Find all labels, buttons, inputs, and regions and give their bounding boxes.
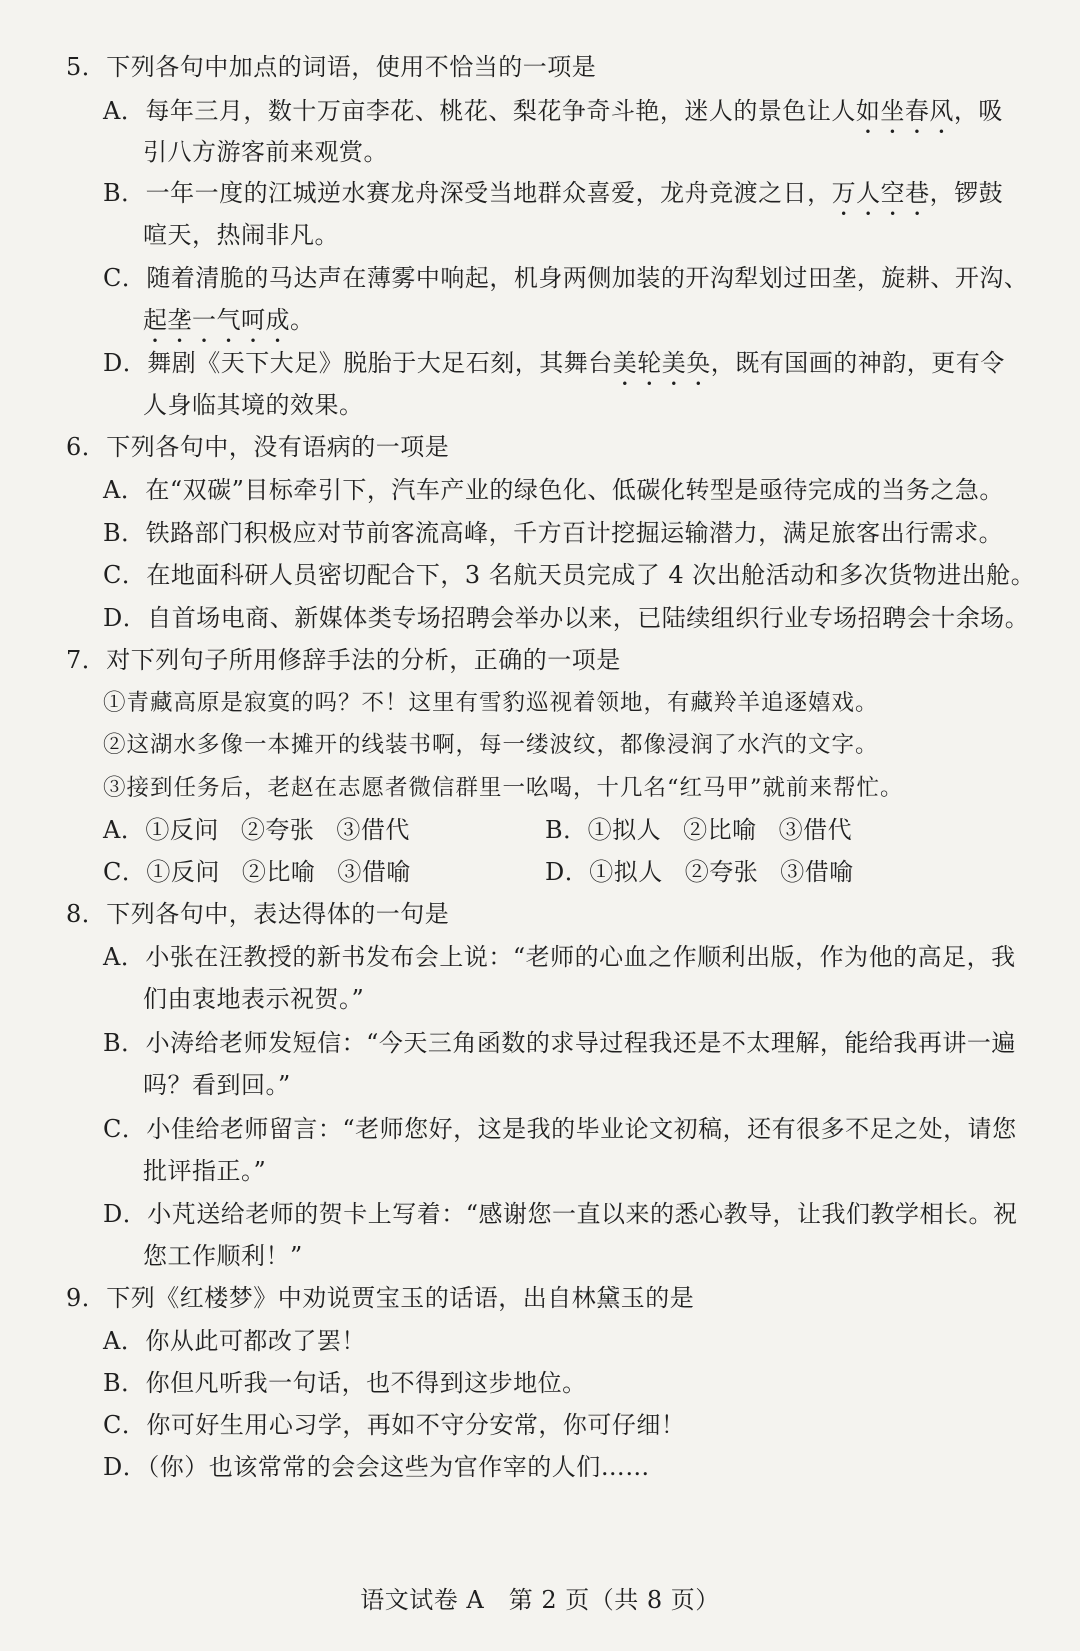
question-8-option-d-cont: 您工作顺利！” bbox=[143, 1242, 303, 1270]
question-7-sentence-2: ②这湖水多像一本摊开的线装书啊，每一缕波纹，都像浸润了水汽的文字。 bbox=[103, 732, 879, 758]
question-9-option-c: C．你可好生用心习学，再如不守分安常，你可仔细！ bbox=[103, 1411, 686, 1439]
question-8-option-d: D．小芃送给老师的贺卡上写着：“感谢您一直以来的悉心教导，让我们教学相长。祝 bbox=[103, 1200, 1018, 1228]
emphasized-phrase: 美轮美奂 bbox=[612, 349, 711, 377]
question-8-option-b-cont: 吗？看到回。” bbox=[143, 1071, 291, 1099]
question-9-stem: 9．下列《红楼梦》中劝说贾宝玉的话语，出自林黛玉的是 bbox=[66, 1284, 695, 1312]
question-5-option-a-cont: 引八方游客前来观赏。 bbox=[143, 138, 388, 166]
question-6-stem: 6．下列各句中，没有语病的一项是 bbox=[66, 433, 450, 461]
question-7-option-b: B．①拟人 ②比喻 ③借代 bbox=[545, 816, 853, 844]
question-9-option-b: B．你但凡听我一句话，也不得到这步地位。 bbox=[103, 1369, 587, 1397]
question-7-sentence-3: ③接到任务后，老赵在志愿者微信群里一吆喝，十几名“红马甲”就前来帮忙。 bbox=[103, 775, 904, 801]
question-5-option-c: C．随着清脆的马达声在薄雾中响起，机身两侧加装的开沟犁划过田垄，旋耕、开沟、 bbox=[103, 264, 1029, 292]
question-7-sentence-1: ①青藏高原是寂寞的吗？不！这里有雪豹巡视着领地，有藏羚羊追逐嬉戏。 bbox=[103, 690, 879, 716]
question-9-option-a: A．你从此可都改了罢！ bbox=[103, 1327, 366, 1355]
emphasized-phrase: 如坐春风 bbox=[855, 97, 954, 125]
question-6-option-b: B．铁路部门积极应对节前客流高峰，千方百计挖掘运输潜力，满足旅客出行需求。 bbox=[103, 519, 1004, 547]
question-6-option-a: A．在“双碳”目标牵引下，汽车产业的绿色化、低碳化转型是亟待完成的当务之急。 bbox=[103, 476, 1004, 504]
page-footer: 语文试卷 A 第 2 页（共 8 页） bbox=[360, 1586, 720, 1614]
question-5-option-c-cont: 起垄一气呵成。 bbox=[143, 306, 315, 334]
question-5-option-b: B．一年一度的江城逆水赛龙舟深受当地群众喜爱，龙舟竞渡之日，万人空巷，锣鼓 bbox=[103, 179, 1004, 207]
question-8-option-b: B．小涛给老师发短信：“今天三角函数的求导过程我还是不太理解，能给我再讲一遍 bbox=[103, 1029, 1016, 1057]
question-6-option-d: D．自首场电商、新媒体类专场招聘会举办以来，已陆续组织行业专场招聘会十余场。 bbox=[103, 604, 1030, 632]
question-8-option-c: C．小佳给老师留言：“老师您好，这是我的毕业论文初稿，还有很多不足之处，请您 bbox=[103, 1115, 1017, 1143]
question-5-option-d-cont: 人身临其境的效果。 bbox=[143, 391, 364, 419]
emphasized-phrase: 万人空巷 bbox=[831, 179, 930, 207]
question-8-option-a-cont: 们由衷地表示祝贺。” bbox=[143, 985, 365, 1013]
question-5-option-d: D．舞剧《天下大足》脱胎于大足石刻，其舞台美轮美奂，既有国画的神韵，更有令 bbox=[103, 349, 1005, 377]
question-7-option-a: A．①反问 ②夸张 ③借代 bbox=[103, 816, 410, 844]
question-7-stem: 7．对下列句子所用修辞手法的分析，正确的一项是 bbox=[66, 646, 621, 674]
question-7-option-c: C．①反问 ②比喻 ③借喻 bbox=[103, 858, 411, 886]
question-8-stem: 8．下列各句中，表达得体的一句是 bbox=[66, 900, 450, 928]
question-9-option-d: D．（你）也该常常的会会这些为官作宰的人们…… bbox=[103, 1453, 650, 1481]
emphasized-phrase: 起垄一气呵成 bbox=[143, 306, 290, 334]
question-5-option-a: A．每年三月，数十万亩李花、桃花、梨花争奇斗艳，迷人的景色让人如坐春风，吸 bbox=[103, 97, 1003, 125]
question-8-option-c-cont: 批评指正。” bbox=[143, 1157, 267, 1185]
question-5-stem: 5．下列各句中加点的词语，使用不恰当的一项是 bbox=[66, 53, 597, 81]
question-7-option-d: D．①拟人 ②夸张 ③借喻 bbox=[545, 858, 854, 886]
question-5-option-b-cont: 喧天，热闹非凡。 bbox=[143, 221, 339, 249]
question-6-option-c: C．在地面科研人员密切配合下，3 名航天员完成了 4 次出舱活动和多次货物进出舱。 bbox=[103, 561, 1036, 589]
question-8-option-a: A．小张在汪教授的新书发布会上说：“老师的心血之作顺利出版，作为他的高足，我 bbox=[103, 943, 1016, 971]
